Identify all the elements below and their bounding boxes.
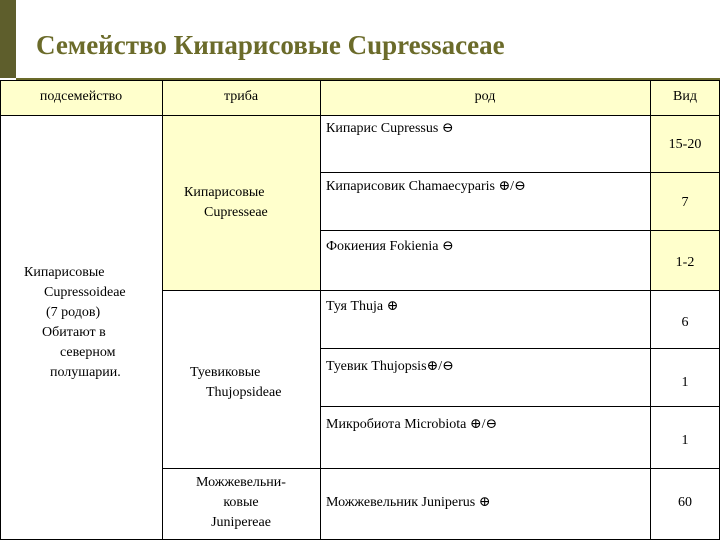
species-count: 1-2	[675, 255, 695, 270]
species-count: 15-20	[668, 137, 702, 152]
table-gridline	[0, 80, 1, 540]
tribe-cell-cupresseae	[162, 115, 320, 290]
subfamily-latin: Cupressoideae	[44, 285, 126, 300]
subfamily-note-2: северном	[60, 345, 116, 360]
sex-symbol: ⊕	[386, 299, 399, 314]
species-count: 1	[681, 433, 689, 448]
subfamily-note-1: Обитают в	[42, 325, 106, 340]
genus-row-3	[326, 238, 454, 256]
genus-latin: Thujopsis	[371, 359, 427, 374]
sex-symbol: ⊕/⊖	[498, 179, 526, 194]
tribe-2-name: Туевиковые	[190, 365, 261, 380]
genus-latin: Thuja	[350, 299, 384, 314]
genus-row-1	[326, 120, 454, 138]
subfamily-name: Кипарисовые	[24, 265, 105, 280]
sex-symbol: ⊕/⊖	[426, 359, 454, 374]
species-count: 60	[678, 495, 692, 510]
tribe-1-latin: Cupresseae	[204, 205, 268, 220]
genus-ru: Кипарис	[326, 121, 378, 136]
genus-ru: Кипарисовик	[326, 179, 406, 194]
species-count: 7	[681, 195, 689, 210]
header-species: Вид	[673, 89, 697, 104]
genus-latin: Fokienia	[389, 239, 439, 254]
genus-row-7	[326, 494, 490, 512]
table-gridline	[0, 80, 720, 81]
genus-ru: Можжевельник	[326, 495, 419, 510]
tribe-3-name-1: Можжевельни-	[196, 475, 286, 490]
sex-symbol: ⊖	[441, 121, 454, 136]
sex-symbol: ⊖	[442, 239, 454, 254]
subfamily-note-3: полушарии.	[50, 365, 121, 380]
subfamily-count: (7 родов)	[46, 305, 101, 320]
genus-latin: Juniperus	[421, 495, 476, 510]
genus-ru: Микробиота	[326, 417, 401, 432]
genus-latin: Cupressus	[380, 121, 439, 136]
table-gridline	[650, 80, 651, 540]
tribe-1-name: Кипарисовые	[184, 185, 265, 200]
genus-row-5	[326, 358, 454, 376]
genus-latin: Microbiota	[404, 417, 467, 432]
genus-ru: Туя	[326, 299, 347, 314]
classification-table	[0, 80, 720, 540]
table-gridline	[0, 115, 720, 116]
tribe-3-latin: Junipereae	[211, 515, 271, 530]
table-gridline	[320, 406, 720, 407]
table-gridline	[650, 172, 720, 173]
genus-row-2	[326, 178, 526, 196]
genus-row-6	[326, 416, 497, 434]
genus-row-4	[326, 298, 398, 316]
table-gridline	[162, 80, 163, 540]
table-gridline	[162, 468, 720, 469]
genus-ru: Туевик	[326, 359, 368, 374]
table-gridline	[162, 290, 720, 291]
tribe-2-latin: Thujopsideae	[206, 385, 282, 400]
header-tribe: триба	[223, 89, 259, 104]
table-gridline	[650, 230, 720, 231]
table-gridline	[320, 230, 650, 231]
header-subfamily: подсемейство	[39, 89, 123, 104]
species-count: 1	[681, 375, 689, 390]
genus-latin: Chamaecyparis	[408, 179, 495, 194]
page-title: Семейство Кипарисовые Cupressaceae	[36, 30, 505, 60]
species-count: 6	[681, 315, 689, 330]
tribe-3-name-2: ковые	[223, 495, 259, 510]
sex-symbol: ⊕	[478, 495, 491, 510]
header-genus: род	[474, 89, 496, 104]
genus-ru: Фокиения	[326, 239, 386, 254]
table-gridline	[320, 80, 321, 540]
table-gridline	[320, 172, 650, 173]
table-gridline	[320, 348, 720, 349]
sex-symbol: ⊕/⊖	[469, 417, 498, 432]
title-accent-bar	[0, 0, 16, 78]
